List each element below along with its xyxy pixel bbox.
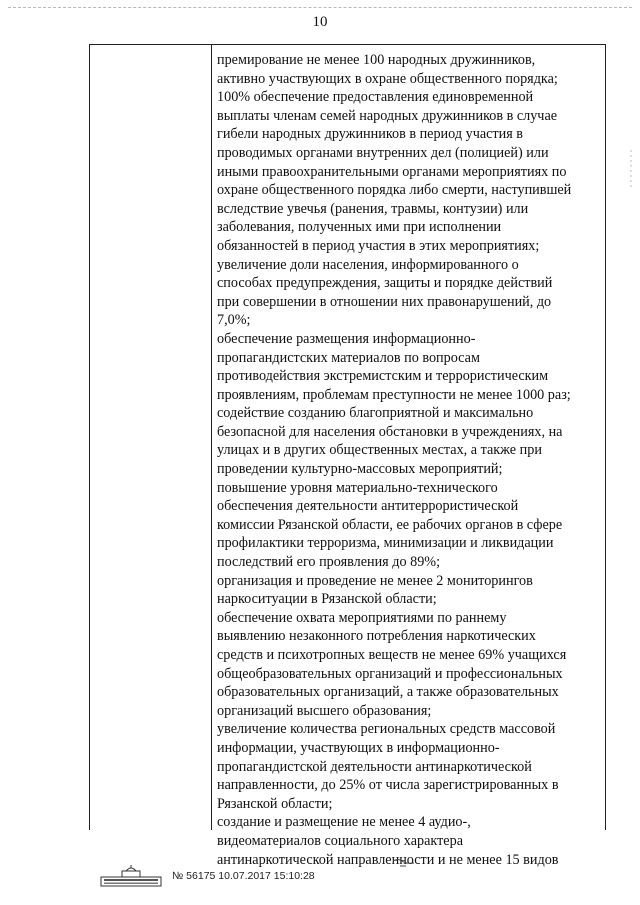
text-line: охране общественного порядка либо смерти, наступившей — [217, 182, 572, 199]
text-line: 7,0%; — [217, 312, 251, 329]
text-line: наркоситуации в Рязанской области; — [217, 591, 437, 608]
table-right-column — [212, 45, 605, 868]
text-line: улицах и в других общественных местах, а также при — [217, 442, 542, 459]
text-line: безопасной для населения обстановки в учреждениях, на — [217, 423, 563, 440]
text-line: проявлениям, проблемам преступности не менее 1000 раз; — [217, 386, 571, 403]
text-line: способах предупреждения, защиты и порядке действий — [217, 275, 553, 292]
text-line: последствий его проявления до 89%; — [217, 554, 441, 571]
scan-edge-dashes — [8, 7, 632, 9]
text-line: обеспечение охвата мероприятиями по раннему — [217, 609, 507, 626]
text-line: гибели народных дружинников в период участия в — [217, 126, 523, 143]
text-line: видеоматериалов социального характера — [217, 832, 463, 849]
text-line: средств и психотропных веществ не менее 69% учащихся — [217, 647, 567, 663]
text-line: проведении культурно-массовых мероприятий; — [217, 461, 503, 478]
text-line: образовательных организаций, а также образовательных — [217, 684, 559, 701]
text-line: антинаркотической направленности и не менее 15 видов — [217, 851, 559, 868]
margin-mark-icon — [628, 150, 634, 190]
text-line: Рязанской области; — [217, 795, 333, 812]
text-line: создание и размещение не менее 4 аудио-, — [217, 814, 471, 831]
text-line: 100% обеспечение предоставления единовременной — [217, 89, 534, 106]
text-line: пропагандистских материалов по вопросам — [217, 349, 480, 366]
text-line: обеспечение размещения информационно- — [217, 330, 476, 347]
text-line: информации, участвующих в информационно- — [217, 739, 500, 756]
document-footer — [100, 867, 315, 885]
text-line: выплаты членам семей народных дружинников в случае — [217, 107, 558, 124]
text-line: иными правоохранительными органами мероприятиях по — [217, 163, 567, 180]
text-line: повышение уровня материально-технического — [217, 479, 498, 496]
handwritten-mark-icon — [392, 857, 416, 869]
text-line: выявлению незаконного потребления наркотических — [217, 628, 536, 645]
text-line: вследствие увечья (ранения, травмы, контузии) или — [217, 200, 529, 217]
text-line: направленности, до 25% от числа зарегистрированных в — [217, 777, 559, 794]
text-line: премирование не менее 100 народных дружинников, — [217, 52, 536, 68]
text-line: увеличение количества региональных средств массовой — [217, 721, 556, 738]
text-line: содействие созданию благоприятной и максимально — [217, 405, 534, 422]
text-line: противодействия экстремистским и террористическим — [217, 368, 549, 385]
document-table — [89, 44, 606, 868]
text-line: обеспечения деятельности антитеррористической — [217, 498, 519, 515]
document-registration-number: № 56175 10.07.2017 15:10:28 — [172, 870, 315, 882]
text-line: пропагандистской деятельности антинаркотической — [217, 758, 532, 775]
text-line: заболевания, полученных ими при исполнении — [217, 219, 502, 236]
text-line: организация и проведение не менее 2 мониторингов — [217, 572, 533, 589]
page-number: 10 — [312, 14, 328, 30]
text-line: обязанностей в период участия в этих мероприятиях; — [217, 237, 540, 254]
text-line: активно участвующих в охране общественного порядка; — [217, 70, 558, 87]
text-line: проводимых органами внутренних дел (полицией) или — [217, 144, 549, 161]
text-line: организаций высшего образования; — [217, 702, 432, 719]
text-line: комиссии Рязанской области, ее рабочих органов в сфере — [217, 516, 563, 533]
text-line: профилактики терроризма, минимизации и ликвидации — [217, 535, 554, 552]
text-line: при совершении в отношении них правонарушений, до — [217, 293, 552, 310]
text-line: общеобразовательных организаций и профессиональных — [217, 665, 563, 682]
text-line: увеличение доли населения, информированного о — [217, 256, 519, 273]
government-building-stamp-icon — [100, 865, 162, 887]
table-left-column — [90, 45, 212, 830]
